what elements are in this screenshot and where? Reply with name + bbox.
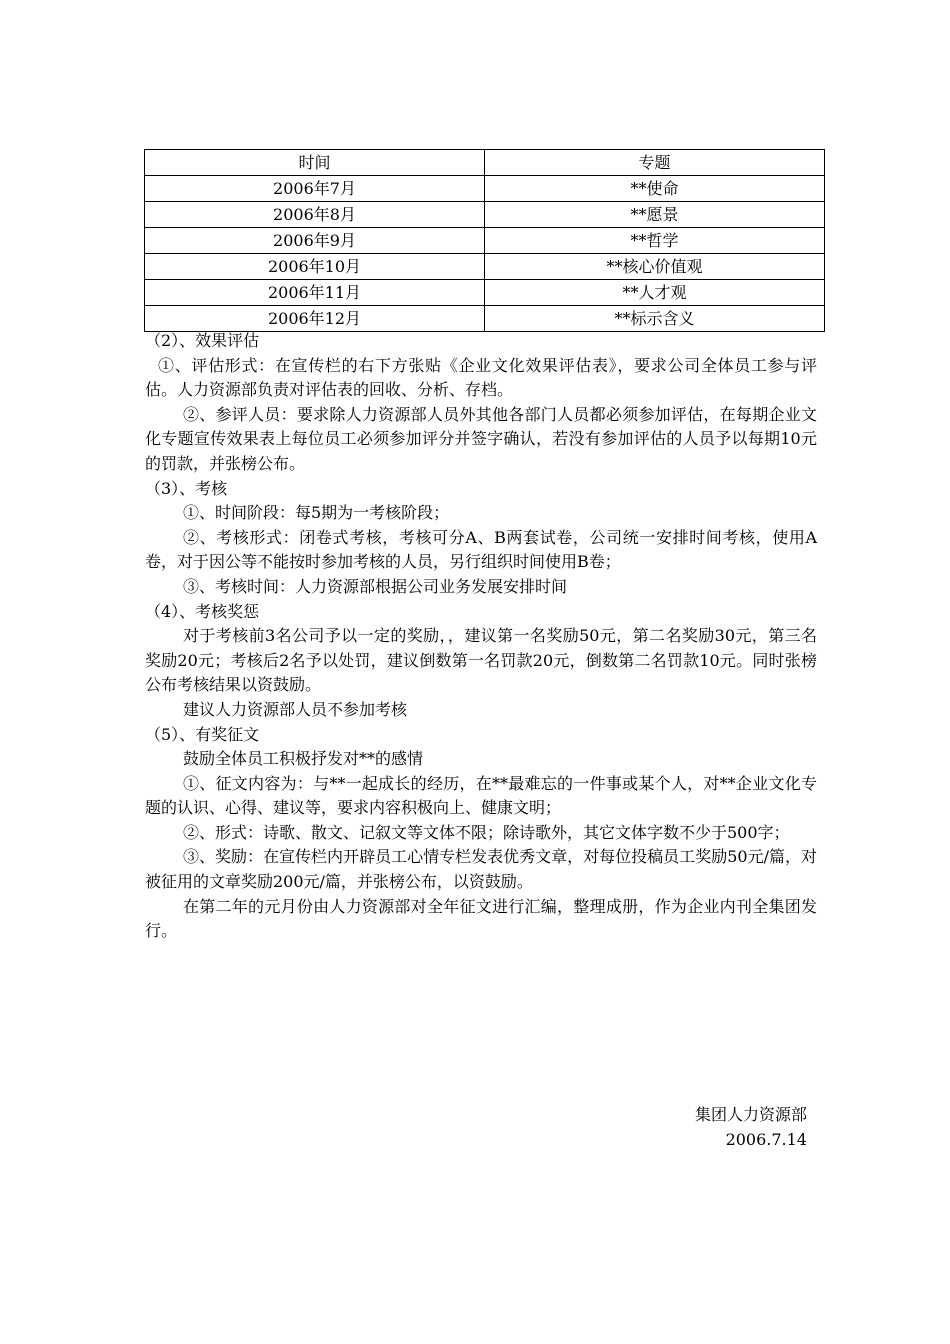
- signature-date: 2006.7.14: [725, 1130, 807, 1149]
- signature-block: [695, 1102, 807, 1152]
- signature-department: 集团人力资源部: [694, 1105, 807, 1124]
- paragraph-rewards: 对于考核前3名公司予以一定的奖励，，建议第一名奖励50元，第二名奖励30元，第三名奖励20元；考核后2名予以处罚，建议倒数第一名罚款20元，倒数第二名罚款10元。同时张榜公布考核结果以资鼓励。: [145, 626, 817, 695]
- table-cell-topic: **哲学: [485, 228, 825, 254]
- paragraph-essay-content: ①、征文内容为：与**一起成长的经历，在**最难忘的一件事或某个人，对**企业文化专题的认识、心得、建议等，要求内容积极向上、健康文明；: [145, 773, 817, 818]
- table-cell-time: 2006年12月: [145, 306, 485, 332]
- table-cell-time: 2006年10月: [145, 254, 485, 280]
- section-heading-assessment: （3）、考核: [145, 478, 228, 498]
- paragraph-hr-exempt: 建议人力资源部人员不参加考核: [183, 699, 408, 719]
- paragraph-essay-intro: 鼓励全体员工积极抒发对**的感情: [183, 749, 424, 769]
- table-cell-topic: **使命: [485, 176, 825, 202]
- table-cell-time: 2006年8月: [145, 202, 485, 228]
- table-row: [145, 228, 825, 254]
- table-row: [145, 176, 825, 202]
- paragraph-essay-form: ②、形式：诗歌、散文、记叙文等文体不限；除诗歌外，其它文体字数不少于500字；: [183, 822, 790, 842]
- table-cell-topic: **人才观: [485, 280, 825, 306]
- table-row: [145, 254, 825, 280]
- table-cell-time: 2006年9月: [145, 228, 485, 254]
- paragraph-evaluation-form: ①、评估形式：在宣传栏的右下方张贴《企业文化效果评估表》，要求公司全体员工参与评估。人力资源部负责对评估表的回收、分析、存档。: [145, 355, 817, 400]
- table-header-topic: 专题: [485, 150, 825, 176]
- table-row: [145, 202, 825, 228]
- table-header-row: [145, 150, 825, 176]
- paragraph-assessment-form: ②、考核形式：闭卷式考核，考核可分A、B两套试卷，公司统一安排时间考核，使用A卷，对于因公等不能按时参加考核的人员，另行组织时间使用B卷；: [145, 527, 817, 572]
- table-row: [145, 306, 825, 332]
- paragraph-assessment-period: ①、时间阶段：每5期为一考核阶段；: [183, 503, 450, 523]
- schedule-table: [144, 149, 825, 332]
- table-header-time: 时间: [145, 150, 485, 176]
- table-cell-time: 2006年11月: [145, 280, 485, 306]
- table-cell-topic: **标示含义: [485, 306, 825, 332]
- table-cell-topic: **愿景: [485, 202, 825, 228]
- table-cell-time: 2006年7月: [145, 176, 485, 202]
- paragraph-assessment-time: ③、考核时间：人力资源部根据公司业务发展安排时间: [183, 576, 568, 596]
- section-heading-essay-contest: （5）、有奖征文: [145, 724, 260, 744]
- paragraph-evaluation-participants: ②、参评人员：要求除人力资源部人员外其他各部门人员都必须参加评估，在每期企业文化专题宣传效果表上每位员工必须参加评分并签字确认，若没有参加评估的人员予以每期10元的罚款，并张榜公布。: [145, 404, 817, 473]
- section-heading-evaluation: （2）、效果评估: [145, 331, 260, 350]
- table-row: [145, 280, 825, 306]
- paragraph-essay-reward: ③、奖励：在宣传栏内开辟员工心情专栏发表优秀文章，对每位投稿员工奖励50元/篇，对被征用的文章奖励200元/篇，并张榜公布，以资鼓励。: [145, 847, 817, 892]
- document-body: [145, 329, 817, 944]
- table-cell-topic: **核心价值观: [485, 254, 825, 280]
- section-heading-rewards: （4）、考核奖惩: [145, 601, 260, 621]
- paragraph-essay-compile: 在第二年的元月份由人力资源部对全年征文进行汇编，整理成册，作为企业内刊全集团发行。: [145, 896, 817, 941]
